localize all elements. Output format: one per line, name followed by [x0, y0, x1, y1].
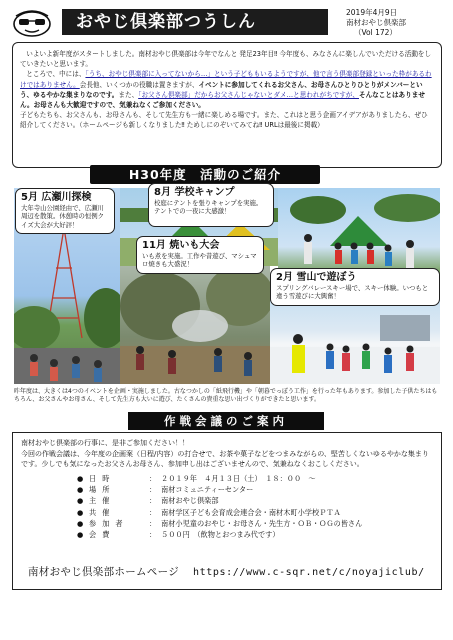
activity-card-august: [148, 183, 274, 227]
intro-bold-2: そんなことはありません。お母さんも大歓迎ですので、気兼ねなくご参加ください。: [20, 90, 425, 110]
activity-title-november: 11月 焼いも大会: [142, 240, 220, 251]
intro-paragraph-2: ところで、中には、「うち、おやじ倶楽部に入ってないから…」という子どももいるようですが、他で言う倶楽部登録といった枠があるわけではありません。会長他、いくつかの役職は置きますが、イベントに参加してくれるお父さん、お母さんひとりひとりがメンバーという、ゆるやかな集まりなのです。また、「お父さん倶楽部」だからお父さんじゃないとダメ…と思われがちですが、そんなことはありません。お母さんも大歓迎ですので、気兼ねなくご参加ください。: [20, 70, 432, 110]
activity-desc-may: 大年寺山公園経由で、広瀬川周辺を散策。休憩時の恒例クイズ大会が大好評！: [21, 204, 105, 229]
homepage-label: 南材おやじ倶楽部ホームページ: [28, 566, 179, 578]
intro-box: [12, 42, 442, 168]
detail-row-datetime: ● 日時 ： ２０１９年 ４月１３日（土） １８：００ ～: [77, 473, 316, 483]
club-logo: [10, 8, 54, 38]
detail-row-participants: ● 参加者 ： 南材小児童のおやじ・お母さん・先生方・ＯＢ・ＯＧの皆さん: [77, 518, 363, 528]
meeting-details: [77, 473, 433, 541]
photo-sweet-potato-event: [120, 266, 270, 384]
detail-row-fee: ● 会費 ： ５００円 （飲物とおつまみ代です）: [77, 530, 280, 540]
homepage-line: [28, 565, 425, 580]
activity-title-august: 8月 学校キャンプ: [154, 187, 235, 198]
detail-row-cohost: ● 共催 ： 南材学区子ども会育成会連合会・南材木町小学校ＰＴＡ: [77, 507, 341, 517]
meeting-banner: 作戦会議のご案内: [128, 412, 324, 430]
activities-banner: H30年度 活動のご紹介: [90, 165, 320, 184]
activities-caption: 昨年度は、大きくは4つのイベントを企画・実施しました。古なつかしの「紙飛行機」や「朝暮でっぽう工作」を行った年もあります。参加した子供たちはもちろん、お父さんやお母さん、そして先生方も大いに遊び、たくさんの貴重な思い出づくりができたと思います。: [14, 388, 438, 404]
detail-row-host: ● 主催 ： 南材おやじ倶楽部: [77, 496, 219, 506]
meeting-intro-2: 今回の作戦会議は、今年度の企画案（日程/内容）の打合せで、お茶や菓子などをつまみながらの、堅苦しくないゆるやかな集まりです。少しでも気になったお父さんお母さん、参加申し出はございませんので、気兼ねなくおこしください。: [21, 449, 429, 469]
activity-card-may: [15, 188, 115, 234]
activity-card-february: [270, 268, 440, 306]
activity-title-may: 5月 広瀬川探検: [21, 192, 92, 203]
issue-date: 2019年4月9日: [346, 8, 398, 17]
issue-volume: （Vol 172）: [354, 28, 397, 37]
meeting-intro-1: 南材おやじ倶楽部の行事に、是非ご参加ください！！: [21, 439, 189, 447]
issue-info: [346, 8, 446, 38]
activity-desc-february: スプリングバレースキー場で、スキー体験。いつもと違う雪遊びに大興奮！: [276, 284, 429, 301]
intro-paragraph-1: いよいよ新年度がスタートしました。南材おやじ倶楽部は今年でなんと 発足23年目‼ 今年度も、みなさんに楽しんでいただける活動をしていきたいと思います。: [20, 50, 432, 69]
intro-paragraph-3: 子どもたちも、お父さんも、お母さんも、そして先生方も一緒に楽しめる場です。また、これはと思う企画アイデアがありましたら、ぜひ紹介してください。（ホームページも新しくなりました‼ ためしにのぞいてみてね‼ URLは最後に掲載）: [20, 111, 428, 130]
homepage-url[interactable]: https://www.c-sqr.net/c/noyajiclub/: [193, 567, 425, 578]
intro-bold-1: イベントに参加してくれるお父さん、お母さんひとりひとりがメンバーという、ゆるやかな集まりなのです。: [20, 80, 423, 99]
newsletter-title: おやじ倶楽部つうしん: [62, 9, 328, 35]
activity-title-february: 2月 雪山で遊ぼう: [276, 272, 357, 283]
intro-underline-1: 「うち、おやじ倶楽部に入ってないから…」という子どももいるようですが、他で言う倶楽部登録といった枠があるわけではありません。: [20, 70, 432, 89]
issue-org: 南材おやじ倶楽部: [346, 18, 406, 27]
photo-snow-play: [270, 295, 440, 384]
detail-row-place: ● 場所 ： 南材コミュニティーセンター: [77, 485, 254, 495]
activity-desc-august: 校庭にテントを張りキャンプを実施。テントでの一夜に大感激！: [154, 199, 263, 216]
activity-card-november: [136, 236, 264, 274]
sunglasses-face-icon: [10, 8, 54, 38]
intro-underline-2: 「お父さん倶楽部」だからお父さんじゃないとダメ…と思われがちですが、: [138, 90, 359, 99]
activity-desc-november: いも煮を実施。工作や昔遊び、マシュマロ焼きも大盛況！: [142, 252, 257, 269]
